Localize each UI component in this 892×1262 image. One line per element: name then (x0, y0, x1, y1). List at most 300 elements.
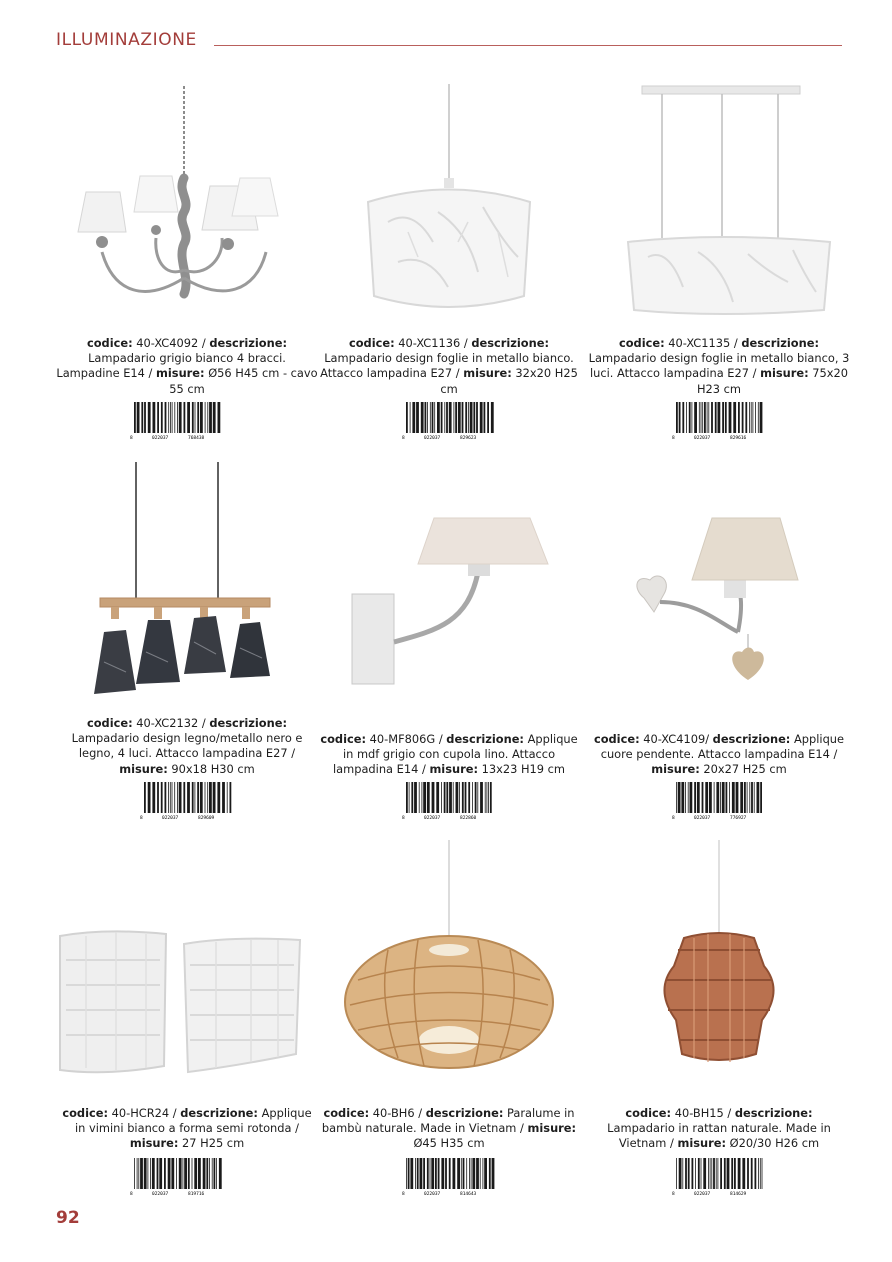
barcode-bar (722, 402, 724, 433)
product-description: codice: 40-BH15 / descrizione: Lampadario in rattan naturale. Made in Vietnam / misure: Ø20/30 H26 cm (607, 1106, 831, 1151)
barcode-bar (219, 1158, 222, 1189)
rattan-pendant-icon (588, 840, 850, 1080)
barcode-bar (153, 402, 156, 433)
svg-text:022037: 022037 (424, 816, 441, 820)
product-photo-wicker-sconce (56, 840, 318, 1080)
barcode (672, 1158, 766, 1196)
barcode-bar (476, 402, 478, 433)
product-description: codice: 40-XC1135 / descrizione: Lampadario design foglie in metallo bianco, 3 luci. Attacco lampadina E27 / misure: 75x20 H23 cm (588, 336, 850, 396)
barcode-bar (192, 782, 194, 813)
barcode-bar (192, 1158, 193, 1189)
barcode-bar (716, 1158, 717, 1189)
product-card (318, 840, 580, 1206)
barcode-bar (682, 402, 684, 433)
barcode-bar (417, 1158, 419, 1189)
barcode-bar (740, 782, 743, 813)
barcode-bar (678, 782, 681, 813)
barcode-bar (427, 782, 430, 813)
product-photo-wall-sconce (318, 462, 580, 702)
barcode-bar (692, 1158, 694, 1189)
svg-text:022037: 022037 (152, 1192, 169, 1196)
barcode-bar (704, 402, 706, 433)
barcode-bar (197, 782, 199, 813)
svg-text:814643: 814643 (460, 1192, 477, 1196)
barcode-bar (198, 1158, 201, 1189)
barcode (672, 782, 766, 820)
product-card (318, 82, 580, 448)
barcode-bar (213, 782, 216, 813)
barcode-bar (480, 402, 483, 433)
barcode-bar (152, 782, 155, 813)
barcode-bar (222, 782, 225, 813)
barcode-bar (416, 402, 419, 433)
barcode-bar (710, 1158, 711, 1189)
barcode-bar (708, 1158, 709, 1189)
barcode-bar (749, 782, 750, 813)
barcode-bar (760, 782, 762, 813)
barcode-bar (227, 782, 228, 813)
barcode-bar (453, 782, 454, 813)
svg-text:776927: 776927 (730, 816, 747, 820)
barcode-bar (699, 402, 700, 433)
barcode-bar (685, 1158, 687, 1189)
product-card (56, 462, 318, 828)
barcode-bar (742, 402, 744, 433)
svg-text:8: 8 (402, 816, 405, 820)
barcode (402, 1158, 496, 1196)
barcode-bar (724, 1158, 726, 1189)
barcode-bar (444, 782, 446, 813)
barcode-bar (690, 782, 693, 813)
barcode-bar (174, 782, 175, 813)
barcode-bar (165, 402, 167, 433)
barcode-bar (423, 782, 426, 813)
barcode-bar (468, 402, 469, 433)
svg-text:8: 8 (672, 1192, 675, 1196)
barcode-bar (157, 1158, 159, 1189)
svg-text:022037: 022037 (694, 816, 711, 820)
product-description: codice: 40-HCR24 / descrizione: Applique in vimini bianco a forma semi rotonda / misure: 27 H25 cm (62, 1106, 312, 1151)
barcode-bar (457, 1158, 460, 1189)
barcode-bar (470, 402, 473, 433)
product-card (318, 462, 580, 828)
barcode-bar (134, 402, 136, 433)
barcode (140, 782, 234, 820)
product-description: codice: 40-XC1136 / descrizione: Lampadario design foglie in metallo bianco. Attacco lampadina E27 / misure: 32x20 H25 cm (320, 336, 578, 396)
barcode-bar (491, 402, 494, 433)
barcode-bar (701, 1158, 702, 1189)
barcode-bar (414, 782, 417, 813)
chandelier-icon (56, 82, 318, 322)
barcode-bar (455, 402, 457, 433)
barcode-bar (692, 402, 693, 433)
barcode-bar (165, 782, 167, 813)
barcode-bar (432, 402, 434, 433)
barcode-bar (694, 782, 696, 813)
barcode-bar (480, 1158, 481, 1189)
barcode-bar (438, 1158, 440, 1189)
barcode-bar (679, 402, 681, 433)
barcode (672, 402, 766, 440)
barcode-bar (406, 1158, 407, 1189)
barcode-bar (468, 782, 470, 813)
barcode-bar (682, 1158, 683, 1189)
barcode-bar (441, 402, 443, 433)
barcode-bar (727, 1158, 730, 1189)
barcode-bar (431, 1158, 434, 1189)
svg-text:829609: 829609 (198, 816, 215, 820)
product-photo-chandelier (56, 82, 318, 322)
barcode-bar (144, 782, 146, 813)
barcode-bar (685, 782, 686, 813)
barcode-bar (458, 402, 461, 433)
barcode-bar (217, 782, 220, 813)
barcode-bar (715, 402, 717, 433)
svg-text:8: 8 (672, 436, 675, 440)
barcode-bar (194, 1158, 197, 1189)
barcode-bar (484, 1158, 487, 1189)
barcode-bar (411, 782, 413, 813)
barcode-bar (419, 782, 420, 813)
barcode-bar (753, 402, 754, 433)
barcode-bar (705, 782, 708, 813)
barcode-bar (711, 402, 713, 433)
barcode-bar (709, 782, 712, 813)
barcode-bar (747, 1158, 749, 1189)
product-description: codice: 40-XC2132 / descrizione: Lampadario design legno/metallo nero e legno, 4 luci. Attacco lampadina E27 / misure: 90x18 H30 cm (71, 716, 303, 776)
svg-text:819716: 819716 (188, 1192, 205, 1196)
barcode-bar (676, 402, 678, 433)
barcode-bar (488, 782, 489, 813)
barcode-bar (463, 1158, 465, 1189)
barcode-bar (150, 1158, 151, 1189)
barcode-bar (134, 1158, 135, 1189)
barcode-bar (172, 402, 173, 433)
barcode-bar (168, 1158, 171, 1189)
barcode-bar (408, 1158, 410, 1189)
barcode-bar (192, 402, 194, 433)
barcode-bar (698, 1158, 700, 1189)
svg-text:8: 8 (140, 816, 143, 820)
barcode-bar (144, 1158, 147, 1189)
barcode-bar (205, 402, 206, 433)
barcode-bar (148, 782, 151, 813)
barcode-bar (152, 1158, 155, 1189)
barcode-bar (742, 1158, 745, 1189)
barcode-bar (184, 402, 186, 433)
barcode-bar (689, 402, 691, 433)
barcode-bar (188, 1158, 190, 1189)
barcode-bar (754, 782, 755, 813)
barcode-bar (734, 1158, 736, 1189)
barcode-bar (209, 1158, 210, 1189)
svg-text:814629: 814629 (730, 1192, 747, 1196)
product-card (588, 462, 850, 828)
barcode-bar (490, 782, 492, 813)
page-header (56, 30, 842, 54)
barcode-bar (148, 402, 151, 433)
barcode-bar (137, 402, 140, 433)
barcode-bar (436, 782, 439, 813)
barcode-bar (708, 402, 709, 433)
svg-text:022037: 022037 (694, 436, 711, 440)
barcode-bar (489, 1158, 491, 1189)
svg-text:829623: 829623 (460, 436, 477, 440)
barcode-bar (703, 1158, 706, 1189)
barcode-bar (446, 782, 448, 813)
wood-bar-lamp-icon (56, 462, 318, 702)
bamboo-lampshade-icon (318, 840, 580, 1080)
barcode-bar (729, 402, 732, 433)
barcode-bar (697, 782, 700, 813)
svg-text:829616: 829616 (730, 436, 747, 440)
barcode-bar (711, 1158, 712, 1189)
barcode-bar (462, 782, 464, 813)
barcode-bar (713, 1158, 715, 1189)
barcode-bar (410, 402, 411, 433)
barcode-bar (702, 402, 703, 433)
barcode (130, 402, 224, 440)
barcode-bar (161, 402, 163, 433)
barcode-bar (480, 782, 483, 813)
product-description: codice: 40-XC4092 / descrizione: Lampadario grigio bianco 4 bracci. Lampadine E14 / misure: Ø56 H45 cm - cavo 55 cm (56, 336, 318, 396)
barcode-bar (177, 402, 178, 433)
svg-text:022037: 022037 (424, 1192, 441, 1196)
barcode-bar (187, 402, 190, 433)
barcode-bar (762, 1158, 763, 1189)
wicker-sconce-icon (56, 840, 318, 1080)
barcode-bar (197, 402, 199, 433)
barcode-bar (751, 402, 752, 433)
barcode-bar (435, 1158, 437, 1189)
barcode-bar (422, 782, 423, 813)
barcode-bar (733, 402, 736, 433)
barcode-bar (758, 402, 759, 433)
barcode-bar (168, 402, 169, 433)
barcode-bar (138, 1158, 139, 1189)
barcode-bar (453, 1158, 456, 1189)
product-photo-rattan-pendant (588, 840, 850, 1080)
barcode-bar (465, 402, 467, 433)
barcode-bar (434, 402, 435, 433)
barcode-bar (214, 1158, 216, 1189)
barcode-bar (207, 402, 208, 433)
linear-pendant-icon (588, 82, 850, 322)
barcode-bar (205, 782, 206, 813)
barcode-bar (195, 782, 196, 813)
barcode-bar (679, 1158, 682, 1189)
svg-text:022037: 022037 (162, 816, 179, 820)
barcode-bar (718, 1158, 719, 1189)
barcode-bar (144, 402, 146, 433)
barcode-bar (423, 1158, 425, 1189)
barcode-bar (176, 1158, 177, 1189)
barcode-bar (449, 1158, 451, 1189)
barcode-bar (454, 402, 455, 433)
barcode-bar (157, 782, 159, 813)
barcode-bar (722, 782, 725, 813)
svg-text:8: 8 (672, 816, 675, 820)
svg-text:022037: 022037 (424, 436, 441, 440)
barcode-bar (736, 782, 739, 813)
barcode-bar (425, 402, 427, 433)
barcode-bar (477, 782, 478, 813)
barcode-bar (446, 402, 448, 433)
barcode-bar (755, 402, 756, 433)
barcode-bar (681, 782, 684, 813)
barcode-bar (731, 1158, 733, 1189)
barcode-bar (487, 782, 488, 813)
barcode-bar (171, 1158, 174, 1189)
barcode-bar (170, 782, 171, 813)
barcode-bar (168, 782, 169, 813)
barcode-bar (729, 782, 730, 813)
barcode (402, 782, 496, 820)
barcode-bar (720, 782, 721, 813)
barcode-bar (738, 402, 740, 433)
barcode-bar (726, 782, 728, 813)
barcode-bar (738, 1158, 741, 1189)
barcode-bar (760, 1158, 761, 1189)
barcode-bar (170, 402, 171, 433)
barcode-bar (472, 1158, 475, 1189)
barcode-bar (483, 1158, 484, 1189)
barcode-bar (475, 782, 477, 813)
svg-text:768438: 768438 (188, 436, 205, 440)
barcode-bar (449, 402, 452, 433)
barcode-bar (725, 402, 727, 433)
barcode-bar (707, 402, 708, 433)
heart-sconce-icon (588, 462, 850, 702)
barcode-bar (179, 782, 182, 813)
barcode-bar (427, 402, 428, 433)
page-number: 92 (56, 1208, 80, 1228)
barcode-bar (406, 402, 408, 433)
svg-text:022037: 022037 (694, 1192, 711, 1196)
barcode-bar (485, 782, 486, 813)
barcode-bar (449, 782, 452, 813)
barcode-bar (757, 782, 760, 813)
barcode-bar (751, 1158, 753, 1189)
barcode-bar (174, 402, 175, 433)
barcode-bar (760, 402, 763, 433)
barcode-bar (412, 402, 415, 433)
barcode-bar (694, 402, 697, 433)
barcode-bar (745, 402, 747, 433)
barcode-bar (206, 1158, 208, 1189)
svg-text:8: 8 (402, 1192, 405, 1196)
product-photo-heart-sconce (588, 462, 850, 702)
pendant-lamp-icon (318, 82, 580, 322)
barcode-bar (207, 782, 208, 813)
barcode-bar (466, 1158, 467, 1189)
barcode-bar (676, 782, 677, 813)
barcode-bar (487, 402, 489, 433)
barcode-bar (430, 1158, 431, 1189)
barcode-bar (688, 782, 689, 813)
barcode-bar (212, 1158, 213, 1189)
barcode (130, 1158, 224, 1196)
barcode-bar (472, 782, 473, 813)
barcode-bar (751, 782, 753, 813)
barcode-bar (161, 782, 163, 813)
barcode-bar (183, 1158, 184, 1189)
barcode-bar (421, 402, 424, 433)
barcode-bar (755, 1158, 757, 1189)
barcode-bar (444, 402, 445, 433)
svg-text:8: 8 (130, 1192, 133, 1196)
barcode-bar (200, 782, 203, 813)
svg-text:8: 8 (402, 436, 405, 440)
barcode-bar (172, 782, 173, 813)
barcode-bar (716, 782, 719, 813)
barcode-bar (141, 402, 143, 433)
barcode-bar (432, 782, 435, 813)
barcode-bar (749, 402, 750, 433)
barcode-bar (406, 782, 408, 813)
barcode-bar (437, 402, 440, 433)
barcode-bar (718, 402, 721, 433)
barcode-bar (492, 1158, 495, 1189)
section-title: ILLUMINAZIONE (56, 30, 197, 50)
barcode-bar (459, 782, 460, 813)
barcode-bar (420, 1158, 423, 1189)
barcode-bar (157, 402, 159, 433)
barcode-bar (179, 402, 182, 433)
barcode-bar (686, 402, 687, 433)
barcode-bar (183, 782, 185, 813)
barcode-bar (164, 1158, 166, 1189)
barcode-bar (159, 1158, 162, 1189)
barcode-bar (177, 782, 178, 813)
barcode-bar (209, 782, 212, 813)
barcode-bar (732, 782, 735, 813)
svg-text:022037: 022037 (152, 436, 169, 440)
barcode-bar (469, 1158, 470, 1189)
header-divider (214, 45, 842, 46)
barcode-bar (676, 1158, 677, 1189)
barcode-bar (461, 1158, 462, 1189)
barcode-bar (473, 402, 475, 433)
barcode-bar (702, 782, 704, 813)
product-card (588, 82, 850, 448)
product-card (56, 82, 318, 448)
barcode-bar (200, 402, 203, 433)
barcode-bar (230, 782, 232, 813)
barcode-bar (441, 782, 442, 813)
svg-text:8: 8 (130, 436, 133, 440)
barcode-bar (213, 402, 216, 433)
barcode-bar (218, 402, 221, 433)
barcode-bar (465, 782, 467, 813)
barcode-bar (430, 402, 431, 433)
barcode-bar (695, 1158, 696, 1189)
barcode-bar (744, 782, 746, 813)
barcode-bar (179, 1158, 182, 1189)
barcode-bar (441, 1158, 444, 1189)
barcode-bar (427, 1158, 429, 1189)
barcode-bar (203, 1158, 206, 1189)
barcode-bar (462, 402, 464, 433)
product-card (588, 840, 850, 1206)
product-description: codice: 40-BH6 / descrizione: Paralume in bambù naturale. Made in Vietnam / misure: Ø45 H35 cm (321, 1106, 577, 1151)
svg-text:822860: 822860 (460, 816, 477, 820)
barcode-bar (701, 402, 702, 433)
barcode-bar (688, 1158, 690, 1189)
product-photo-bamboo-lampshade (318, 840, 580, 1080)
barcode-bar (415, 1158, 416, 1189)
barcode-bar (137, 1158, 138, 1189)
